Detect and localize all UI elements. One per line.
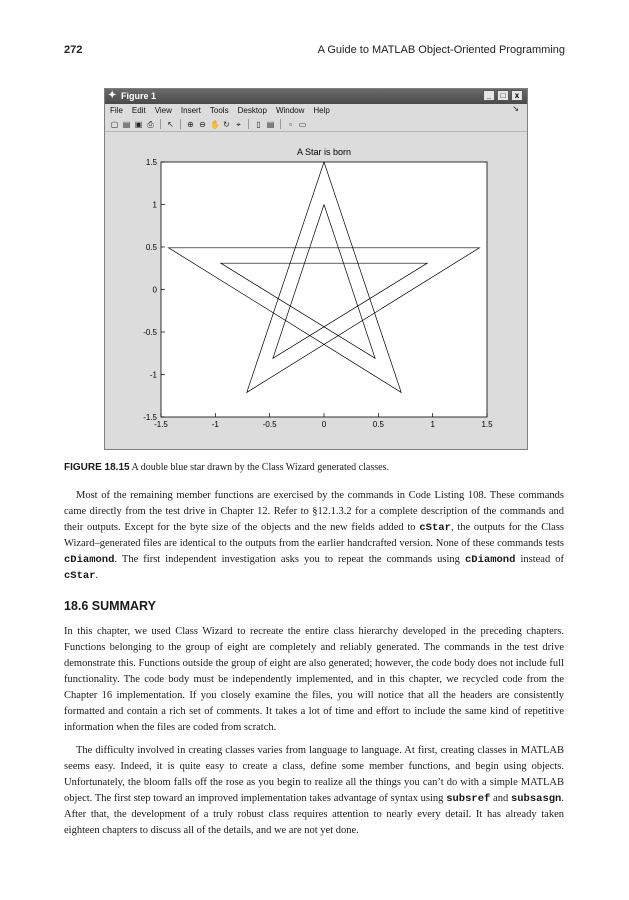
figure-caption — [64, 462, 564, 473]
x-tick-label: 0.5 — [372, 420, 384, 429]
x-tick-label: 1.5 — [481, 420, 493, 429]
colorbar-icon[interactable]: ▯ — [256, 119, 261, 129]
figure-toolbar — [105, 117, 527, 132]
paragraph-1 — [64, 488, 564, 584]
p1-text: instead of — [515, 554, 564, 565]
p1-text: , the outputs for the Class Wizard–generated files are identical to the outputs from the earlier handcrafted version. None of these commands tests — [64, 522, 565, 549]
menu-file[interactable]: File — [110, 106, 123, 115]
page-number: 272 — [64, 44, 83, 56]
matlab-figure-icon: ✦ — [108, 90, 117, 101]
plot-area — [105, 132, 527, 449]
toolbar-separator — [180, 119, 181, 129]
minimize-button[interactable]: _ — [483, 90, 495, 101]
p1-text: Most of the remaining member functions are exercised by the commands in Code Listing 108. These commands came directly from the test drive in Chapter 12. Refer to §12.1.3.2 for a complete description of the commands and their outputs. Except for the byte size of the objects and the new fields added to — [64, 490, 564, 533]
x-tick-label: 1 — [430, 420, 435, 429]
toolbar-separator — [248, 119, 249, 129]
pan-hand-icon[interactable]: ✋ — [210, 119, 220, 129]
menu-insert[interactable]: Insert — [180, 106, 201, 115]
figure-window — [104, 88, 528, 450]
p3-text: and — [490, 793, 511, 804]
code-cdiamond: cDiamond — [464, 554, 516, 566]
dock-arrow-icon[interactable]: ↘ — [512, 104, 519, 113]
y-tick-label: 1.5 — [145, 158, 157, 167]
paragraph-3 — [64, 743, 564, 839]
code-subsasgn: subsasgn — [510, 793, 562, 805]
toolbar-separator — [160, 119, 161, 129]
y-tick-label: -1 — [149, 370, 157, 380]
maximize-button[interactable]: □ — [497, 90, 509, 101]
x-tick-label: -1 — [211, 420, 219, 429]
y-tick-label: 1 — [152, 200, 157, 210]
close-button[interactable]: x — [511, 90, 523, 101]
print-icon[interactable]: ⎙ — [147, 119, 154, 129]
running-title: A Guide to MATLAB Object-Oriented Programming — [317, 44, 565, 56]
open-file-icon[interactable]: ▤ — [122, 119, 131, 129]
new-figure-icon[interactable]: ▢ — [110, 119, 119, 129]
toolbar-separator — [280, 119, 281, 129]
paragraph-2: In this chapter, we used Class Wizard to recreate the entire class hierarchy developed in the preceding chapters. Functions belonging to the group of eight are completely and reliably generated. The commands in the test drive demonstrate this. Functions outside the group of eight are also generated; however, the code body does not include full functionality. The code body must be independently implemented, and in this chapter, we recycled code from the Chapter 16 implementation. If you closely examine the files, you will notice that all the headers are consistently formatted and contain a rich set of comments. It takes a lot of time and effort to include the same kind of repetitive information when the files are coded from scratch. — [64, 626, 564, 733]
menu-help[interactable]: Help — [313, 106, 330, 115]
menu-view[interactable]: View — [154, 106, 172, 115]
menu-bar — [105, 104, 527, 117]
caption-text: A double blue star drawn by the Class Wizard generated classes. — [131, 462, 389, 473]
window-titlebar[interactable] — [105, 89, 527, 104]
save-icon[interactable]: ▣ — [134, 119, 143, 129]
menu-window[interactable]: Window — [275, 106, 305, 115]
code-cstar: cStar — [419, 522, 451, 534]
zoom-in-icon[interactable]: ⊕ — [187, 119, 194, 129]
y-tick-label: -0.5 — [143, 328, 157, 337]
menu-tools[interactable]: Tools — [209, 106, 229, 115]
show-plot-tools-icon[interactable]: ▭ — [298, 119, 307, 129]
code-subsref: subsref — [446, 793, 491, 805]
data-cursor-icon[interactable]: ⌖ — [236, 119, 241, 129]
y-tick-label: -1.5 — [143, 413, 157, 422]
zoom-out-icon[interactable]: ⊖ — [199, 119, 206, 129]
x-tick-label: -1.5 — [154, 420, 168, 429]
rotate-3d-icon[interactable]: ↻ — [223, 119, 230, 129]
x-tick-label: 0 — [321, 420, 327, 429]
edit-plot-arrow-icon[interactable]: ↖ — [167, 119, 174, 129]
section-heading: 18.6 SUMMARY — [64, 599, 156, 613]
y-tick-label: 0 — [152, 285, 157, 295]
chart-title: A Star is born — [296, 147, 352, 157]
code-cdiamond: cDiamond — [64, 554, 115, 566]
axes-box — [161, 162, 487, 417]
code-cstar: cStar — [64, 570, 96, 582]
p1-text: . — [95, 570, 99, 581]
hide-plot-tools-icon[interactable]: ▫ — [289, 119, 292, 129]
menu-edit[interactable]: Edit — [131, 106, 146, 115]
y-tick-label: 0.5 — [145, 243, 157, 252]
x-tick-label: -0.5 — [262, 420, 277, 429]
p3-text: The difficulty involved in creating classes varies from language to language. At first, creating classes in MATLAB seems easy. Indeed, it is quite easy to create a class, define some member functions, and begin using objects. Unfortunately, the bloom falls off the rose as you begin to realize all the things you can’t do with a simple MATLAB object. The first step toward an improved implementation takes advantage of syntax using — [64, 745, 564, 804]
caption-label: FIGURE 18.15 — [64, 462, 130, 473]
legend-icon[interactable]: ▤ — [266, 119, 275, 129]
menu-desktop[interactable]: Desktop — [237, 106, 267, 115]
window-title: Figure 1 — [121, 91, 157, 101]
p1-text: . The first independent investigation asks you to repeat the commands using — [114, 554, 465, 565]
p3-text: . After that, the development of a truly robust class requires attention to nearly every detail. It has already taken eighteen chapters to discuss all of the details, and we are not yet done. — [64, 793, 564, 836]
